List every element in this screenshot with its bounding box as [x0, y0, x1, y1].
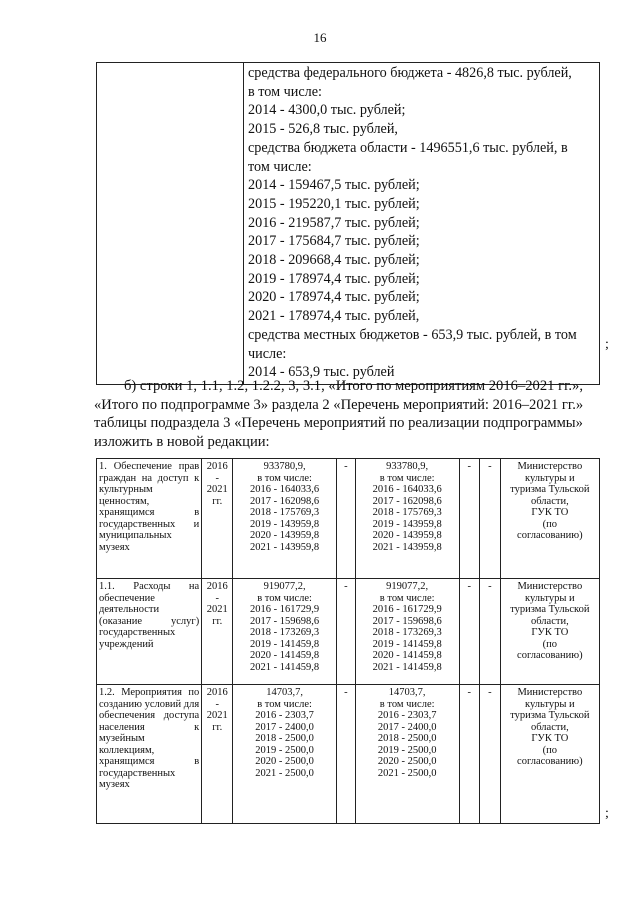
amount-line: 919077,2,: [386, 581, 429, 592]
funding-line: 2016 - 219587,7 тыс. рублей;: [248, 214, 420, 231]
period-cell: [202, 459, 233, 579]
paragraph-line: изложить в новой редакции:: [94, 433, 270, 450]
semicolon-mark: ;: [605, 806, 609, 821]
amount-line: 2019 - 143959,8: [250, 518, 320, 530]
period-cell: [202, 685, 233, 824]
amount-line: 2019 - 2500,0: [255, 744, 314, 756]
amount-line: 2021 - 2500,0: [377, 767, 437, 779]
executor-line: Министерство: [517, 687, 583, 698]
funding-empty-cell: [97, 63, 244, 385]
table-row: [97, 579, 600, 685]
executor-line: Министерство: [517, 581, 583, 592]
other-amount-cell: -: [480, 685, 501, 824]
amount-line: 2019 - 2500,0: [377, 744, 437, 756]
funding-table: [96, 62, 600, 385]
funding-line: числе:: [248, 345, 287, 362]
executor-line: культуры и: [525, 592, 575, 604]
measure-name-cell: 1.1. Расходы на обеспечение деятельности (оказание услуг) государственных учреждений: [97, 579, 202, 685]
amount-line: 2016 - 161729,9: [372, 604, 442, 615]
funding-line: 2015 - 195220,1 тыс. рублей;: [248, 195, 420, 212]
executor-line: (по: [542, 638, 558, 650]
funding-line: 2014 - 4300,0 тыс. рублей;: [248, 102, 406, 119]
amount-line: 2017 - 162098,6: [250, 495, 320, 507]
funding-line: 2021 - 178974,4 тыс. рублей,: [248, 308, 420, 325]
measure-name-cell: 1.2. Мероприятия по созданию условий для обеспечения доступа населения к музейным коллекциям, хранящимся в государственных музеях: [97, 685, 202, 824]
other-amount-cell: -: [480, 579, 501, 685]
amount-line: 2021 - 143959,8: [250, 541, 320, 553]
executor-line: ГУК ТО: [531, 507, 569, 518]
other-amount-cell: -: [480, 459, 501, 579]
federal-amount-cell: -: [336, 685, 355, 824]
funding-line: 2020 - 178974,4 тыс. рублей;: [248, 289, 420, 306]
amendment-paragraph: [94, 377, 606, 451]
amount-line: 933780,9,: [386, 461, 429, 472]
table-row: [97, 459, 600, 579]
amount-line: в том числе:: [257, 698, 312, 710]
local-amount-cell: -: [459, 459, 480, 579]
amount-line: 933780,9,: [263, 461, 306, 472]
funding-line: 2014 - 159467,5 тыс. рублей;: [248, 177, 420, 194]
executor-line: ГУК ТО: [531, 627, 569, 638]
amount-line: 2018 - 173269,3: [372, 627, 442, 638]
executor-line: области,: [530, 615, 569, 627]
amount-line: 2018 - 175769,3: [250, 507, 320, 518]
measures-table: [96, 458, 600, 824]
period-cell: [202, 579, 233, 685]
amount-line: 2016 - 2303,7: [377, 710, 437, 721]
period-line: гг.: [212, 721, 223, 733]
executor-line: согласованию): [517, 530, 583, 541]
amount-line: 2021 - 143959,8: [372, 541, 442, 553]
amount-line: 2020 - 2500,0: [377, 756, 437, 767]
measure-name-cell: 1. Обеспечение прав граждан на доступ к культурным ценностям, хранящимся в государственных и муниципальных музеях: [97, 459, 202, 579]
regional-amount-cell: [355, 685, 459, 824]
amount-line: в том числе:: [379, 472, 435, 484]
amount-line: 2017 - 162098,6: [372, 495, 442, 507]
total-amount-cell: [233, 459, 337, 579]
amount-line: 2018 - 173269,3: [250, 627, 320, 638]
period-line: -: [215, 592, 219, 604]
amount-line: в том числе:: [257, 472, 312, 484]
funding-line: 2018 - 209668,4 тыс. рублей;: [248, 252, 420, 269]
amount-line: в том числе:: [379, 592, 435, 604]
period-line: 2016: [206, 461, 228, 472]
amount-line: 2020 - 143959,8: [372, 530, 442, 541]
regional-amount-cell: [355, 459, 459, 579]
paragraph-line: б) строки 1, 1.1, 1.2, 1.2.2, 3, 3.1, «Итого по мероприятиям 2016–2021 гг.»,: [124, 378, 583, 394]
table-row: [97, 685, 600, 824]
amount-line: 2020 - 2500,0: [255, 756, 314, 767]
amount-line: 2016 - 161729,9: [250, 604, 320, 615]
amount-line: 2020 - 141459,8: [250, 650, 320, 661]
executor-line: Министерство: [517, 461, 583, 472]
funding-line: в том числе:: [248, 83, 322, 100]
page-number: 16: [313, 30, 327, 45]
paragraph-line: таблицы подраздела 3 «Перечень мероприятий по реализации подпрограммы»: [94, 415, 583, 431]
amount-line: 2018 - 2500,0: [255, 733, 314, 744]
funding-line: том числе:: [248, 158, 312, 175]
local-amount-cell: -: [459, 579, 480, 685]
executor-line: согласованию): [517, 650, 583, 661]
amount-line: 14703,7,: [388, 687, 426, 698]
amount-line: 2018 - 175769,3: [372, 507, 442, 518]
executor-line: культуры и: [525, 472, 575, 484]
funding-line: 2014 - 653,9 тыс. рублей: [248, 364, 395, 381]
amount-line: 2021 - 141459,8: [250, 661, 320, 673]
regional-amount-cell: [355, 579, 459, 685]
executor-line: (по: [542, 518, 558, 530]
amount-line: 2020 - 141459,8: [372, 650, 442, 661]
funding-line: средства бюджета области - 1496551,6 тыс. рублей, в: [248, 139, 568, 156]
amount-line: 2021 - 141459,8: [372, 661, 442, 673]
executor-line: области,: [530, 721, 569, 733]
executor-cell: [500, 685, 599, 824]
funding-line: средства местных бюджетов - 653,9 тыс. рублей, в том: [248, 326, 577, 343]
executor-line: туризма Тульской: [510, 710, 590, 721]
executor-cell: [500, 579, 599, 685]
funding-lines: [248, 64, 595, 382]
funding-line: 2019 - 178974,4 тыс. рублей;: [248, 270, 420, 287]
amount-line: в том числе:: [257, 592, 312, 604]
period-line: гг.: [212, 615, 223, 627]
amount-line: 2017 - 2400,0: [255, 721, 314, 733]
amount-line: 2016 - 2303,7: [255, 710, 314, 721]
amount-line: 2021 - 2500,0: [255, 767, 314, 779]
amount-line: 2017 - 159698,6: [372, 615, 442, 627]
executor-line: туризма Тульской: [510, 604, 590, 615]
period-line: 2021: [206, 484, 228, 495]
period-line: 2021: [206, 710, 228, 721]
funding-line: 2015 - 526,8 тыс. рублей,: [248, 121, 398, 138]
period-line: 2021: [206, 604, 228, 615]
federal-amount-cell: -: [336, 459, 355, 579]
executor-line: туризма Тульской: [510, 484, 590, 495]
period-line: гг.: [212, 495, 223, 507]
paragraph-line: «Итого по подпрограмме 3» раздела 2 «Перечень мероприятий: 2016–2021 гг.»: [94, 396, 584, 413]
amount-line: 2016 - 164033,6: [372, 484, 442, 495]
amount-line: 2019 - 141459,8: [250, 638, 320, 650]
amount-line: 2019 - 143959,8: [372, 518, 442, 530]
period-line: 2016: [206, 581, 228, 592]
period-line: 2016: [206, 687, 228, 698]
total-amount-cell: [233, 685, 337, 824]
semicolon-mark: ;: [605, 337, 609, 352]
period-line: -: [215, 698, 219, 710]
amount-line: 14703,7,: [266, 687, 303, 698]
amount-line: 2019 - 141459,8: [372, 638, 442, 650]
executor-line: культуры и: [525, 698, 575, 710]
funding-sources-cell: [244, 63, 600, 385]
federal-amount-cell: -: [336, 579, 355, 685]
executor-line: области,: [530, 495, 569, 507]
amount-line: 2017 - 2400,0: [377, 721, 437, 733]
executor-line: (по: [542, 744, 558, 756]
funding-line: средства федерального бюджета - 4826,8 тыс. рублей,: [248, 65, 572, 81]
amount-line: 2020 - 143959,8: [250, 530, 320, 541]
local-amount-cell: -: [459, 685, 480, 824]
amount-line: в том числе:: [379, 698, 435, 710]
amount-line: 2018 - 2500,0: [377, 733, 437, 744]
period-line: -: [215, 472, 219, 484]
executor-line: согласованию): [517, 756, 583, 767]
total-amount-cell: [233, 579, 337, 685]
executor-cell: [500, 459, 599, 579]
amount-line: 2016 - 164033,6: [250, 484, 320, 495]
amount-line: 919077,2,: [263, 581, 306, 592]
amount-line: 2017 - 159698,6: [250, 615, 320, 627]
executor-line: ГУК ТО: [531, 733, 569, 744]
funding-line: 2017 - 175684,7 тыс. рублей;: [248, 233, 420, 250]
